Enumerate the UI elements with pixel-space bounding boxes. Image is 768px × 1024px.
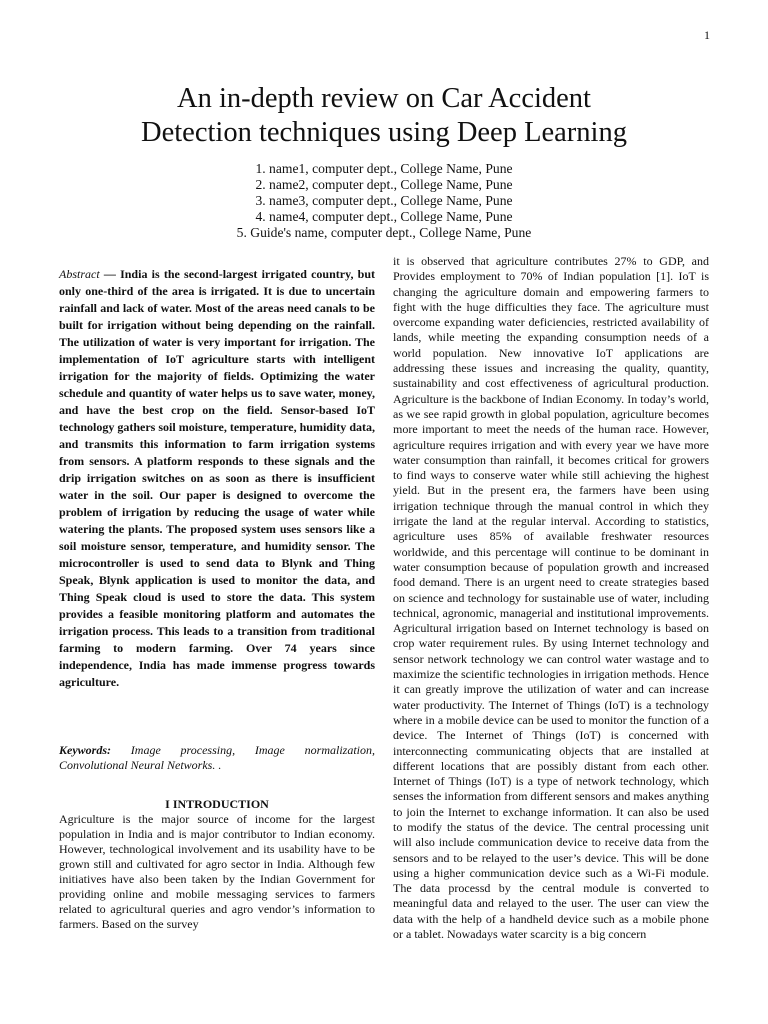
- paper-title-line-2: Detection techniques using Deep Learning: [141, 117, 627, 148]
- keywords-label: Keywords:: [59, 743, 111, 757]
- paper-title-line-1: An in-depth review on Car Accident: [177, 83, 591, 114]
- author-2: 2. name2, computer dept., College Name, Pune: [255, 177, 513, 192]
- abstract-label: Abstract: [59, 267, 100, 281]
- author-3: 3. name3, computer dept., College Name, Pune: [255, 193, 513, 208]
- right-column: [393, 254, 709, 942]
- introduction-heading: I INTRODUCTION: [165, 797, 269, 811]
- author-guide: 5. Guide's name, computer dept., College Name, Pune: [236, 225, 532, 240]
- left-column: [59, 266, 375, 932]
- author-4: 4. name4, computer dept., College Name, Pune: [255, 209, 513, 224]
- right-column-text: it is observed that agriculture contributes 27% to GDP, and Provides employment to 70% of Indian population [1]. IoT is changing the agriculture domain and empowering farmers to fight with the huge difficulties they face. The agriculture must overcome expanding water deficiencies, restricted availability of lands, while meeting the expanding consumption needs of a world population. New innovative IoT applications are addressing these issues and increasing the quality, quantity, sustainability and cost effectiveness of agricultural production. Agriculture is the backbone of Indian Economy. In today’s world, as we see rapid growth in global population, agriculture becomes more important to meet the needs of the human race. However, agriculture requires irrigation and with every year we have more water consumption than rainfall, it becomes critical for growers to find ways to conserve water while still achieving the highest yield. But in the present era, the farmers have been using irrigation technique through the manual control in which they irrigate the land at the regular interval. According to statistics, agriculture uses 85% of available freshwater resources worldwide, and this percentage will continue to be dominant in water consumption because of population growth and increased food demand. There is an urgent need to create strategies based on science and technology for sustainable use of water, including technical, agronomic, managerial and institutional improvements. Agricultural irrigation based on Internet technology is based on crop water requirement rules. By using Internet technology and sensor network technology we can control water wastage and to maximize the scientific technologies in irrigation methods. Hence it can greatly improve the utilization of water and can increase water productivity. The Internet of Things (IoT) is a technology where in a mobile device can be used to monitor the function of a device. The Internet of Things (IoT) is concerned with interconnecting communicating objects that are installed at different locations that are possibly distant from each other. Internet of Things (IoT) is a type of network technology, which senses the information from different sensors and makes anything to join the Internet to exchange information. It can also be used to modify the status of the device. The central processing unit will also include communication device to receive data from the sensors and to be relayed to the user’s device. This will be done using a higher communication device such as a Wi-Fi module. The data processd by the central module is converted to meaningful data and relayed to the user. The user can view the data with the help of a handheld device such as a mobile phone or a tablet. Nowadays water scarcity is a big concern: [393, 254, 709, 942]
- paper-title: [0, 82, 768, 150]
- keywords-text: Image processing, Image normalization, Convolutional Neural Networks. .: [59, 743, 375, 772]
- abstract-text: — India is the second-largest irrigated country, but only one-third of the area is irrigated. It is due to uncertain rainfall and lack of water. Most of the areas need canals to be built for irrigation without being depending on the rainfall. The utilization of water is very important for irrigation. The implementation of IoT agriculture starts with intelligent irrigation for the majority of fields. Optimizing the water schedule and quantity of water helps us to save water, money, and have the best crop on the field. Sensor-based IoT technology gathers soil moisture, temperature, humidity data, and transmits this information to farm irrigation systems from sensors. A platform responds to these signals and the drip irrigation switches on as soon as there is insufficient water in the soil. Our paper is designed to overcome the problem of irrigation by reducing the usage of water while watering the plants. The proposed system uses sensors like a soil moisture sensor, temperature, and humidity sensor. The microcontroller is used to send data to Blynk and Thing Speak, Blynk application is used to monitor the data, and Thing Speak cloud is used to store the data. This system provides a feasible monitoring platform and automates the irrigation process. This leads to a transition from traditional farming to modern farming. Over 74 years since independence, India has made immense progress towards agriculture.: [59, 267, 375, 689]
- author-list: [0, 161, 768, 241]
- introduction-text: Agriculture is the major source of income for the largest population in India and is major contributor to Indian economy. However, technological involvement and its usability have to be grown still and cultivated for agro sector in India. Although few initiatives have also been taken by the Indian Government for providing online and mobile messaging services to farmers related to agricultural queries and agro vendor’s information to farmers. Based on the survey: [59, 812, 375, 931]
- keywords: [59, 743, 375, 773]
- author-1: 1. name1, computer dept., College Name, Pune: [255, 161, 513, 176]
- page-number: 1: [704, 28, 710, 42]
- abstract: [59, 266, 375, 691]
